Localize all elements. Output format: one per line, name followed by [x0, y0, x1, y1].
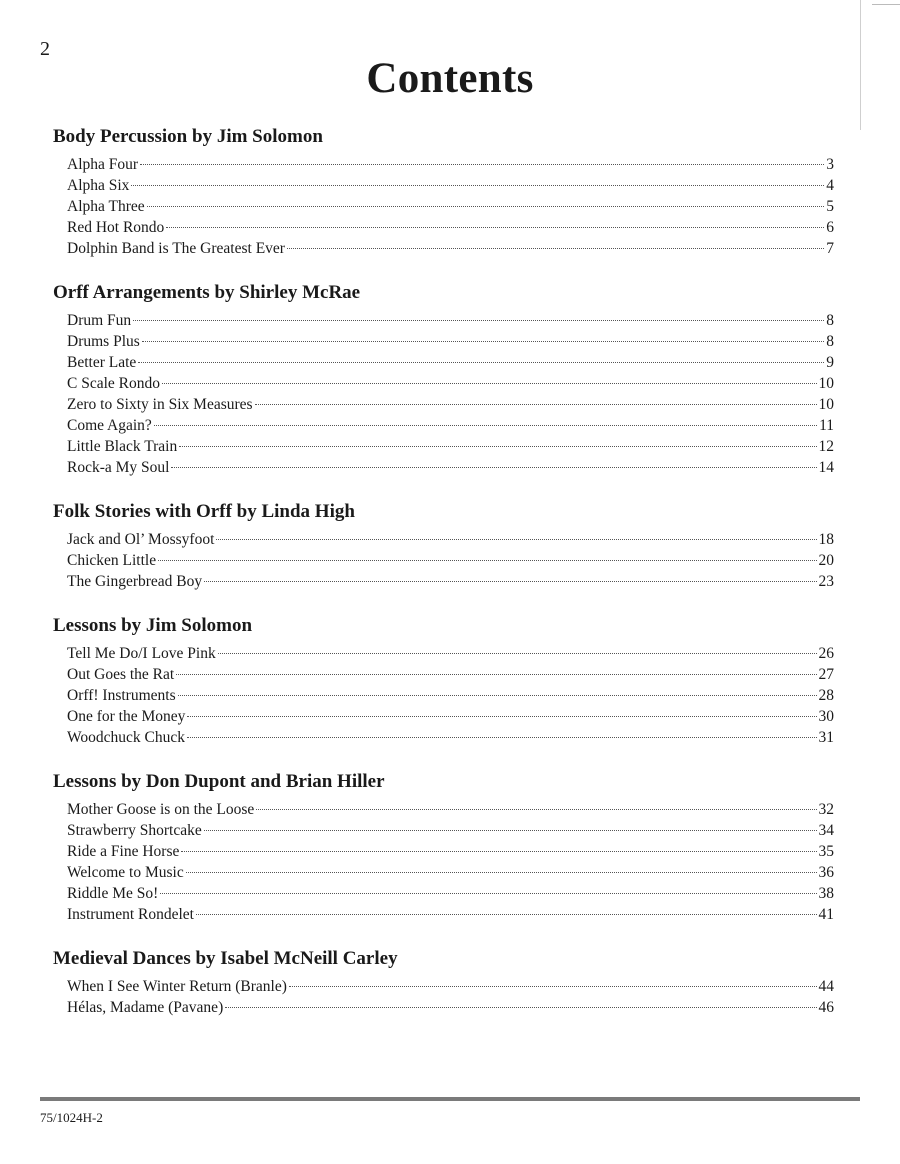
entry-title: C Scale Rondo [67, 375, 160, 392]
toc-entry [67, 643, 834, 664]
toc-entry [67, 196, 834, 217]
entry-page-number: 26 [818, 645, 834, 662]
entry-title: Instrument Rondelet [67, 906, 194, 923]
toc-entry [67, 217, 834, 238]
entry-title: Dolphin Band is The Greatest Ever [67, 240, 285, 257]
entry-page-number: 31 [818, 729, 834, 746]
dot-leader [289, 986, 817, 987]
dot-leader [142, 341, 824, 342]
entry-title: Alpha Six [67, 177, 130, 194]
toc-entry [67, 331, 834, 352]
entry-title: When I See Winter Return (Branle) [67, 978, 287, 995]
catalog-number: 75/1024H-2 [40, 1110, 103, 1125]
dot-leader [171, 467, 816, 468]
dot-leader [218, 653, 817, 654]
dot-leader [179, 446, 816, 447]
toc-entry [67, 685, 834, 706]
toc-section [53, 769, 834, 925]
dot-leader [187, 737, 817, 738]
entry-page-number: 4 [826, 177, 834, 194]
entry-title: One for the Money [67, 708, 186, 725]
entry-page-number: 9 [826, 354, 834, 371]
entry-page-number: 3 [826, 156, 834, 173]
entry-page-number: 18 [818, 531, 834, 548]
toc-entry [67, 457, 834, 478]
dot-leader [176, 674, 816, 675]
entry-page-number: 11 [819, 417, 834, 434]
page-number: 2 [40, 38, 50, 60]
toc-section [53, 613, 834, 748]
toc-entry [67, 352, 834, 373]
entry-title: Better Late [67, 354, 137, 371]
toc-entry [67, 820, 834, 841]
dot-leader [181, 851, 816, 852]
entry-page-number: 20 [818, 552, 834, 569]
toc-entry [67, 529, 834, 550]
dot-leader [287, 248, 824, 249]
section-heading: Medieval Dances by Isabel McNeill Carley [53, 948, 398, 969]
entry-title: Little Black Train [67, 438, 178, 455]
dot-leader [166, 227, 824, 228]
dot-leader [147, 206, 824, 207]
entry-page-number: 41 [818, 906, 834, 923]
toc-entry [67, 415, 834, 436]
entry-page-number: 35 [818, 843, 834, 860]
toc-entry [67, 997, 834, 1018]
dot-leader [178, 695, 817, 696]
dot-leader [140, 164, 824, 165]
entry-page-number: 10 [818, 396, 834, 413]
dot-leader [216, 539, 816, 540]
dot-leader [133, 320, 824, 321]
toc-entry [67, 175, 834, 196]
section-heading: Lessons by Don Dupont and Brian Hiller [53, 771, 385, 792]
toc-entry [67, 799, 834, 820]
entry-title: Drum Fun [67, 312, 132, 329]
entry-page-number: 12 [818, 438, 834, 455]
toc-entry [67, 706, 834, 727]
entry-title: Zero to Sixty in Six Measures [67, 396, 253, 413]
dot-leader [256, 809, 816, 810]
entry-title: Out Goes the Rat [67, 666, 175, 683]
toc-entry [67, 394, 834, 415]
toc-entry [67, 862, 834, 883]
entry-title: Chicken Little [67, 552, 157, 569]
entry-page-number: 14 [818, 459, 834, 476]
entry-title: Hélas, Madame (Pavane) [67, 999, 224, 1016]
entry-title: Jack and Ol’ Mossyfoot [67, 531, 215, 548]
entry-page-number: 30 [818, 708, 834, 725]
dot-leader [162, 383, 817, 384]
dot-leader [131, 185, 824, 186]
toc-section [53, 280, 834, 478]
toc-entry [67, 373, 834, 394]
entry-title: Alpha Four [67, 156, 139, 173]
entry-page-number: 46 [818, 999, 834, 1016]
dot-leader [225, 1007, 816, 1008]
entry-page-number: 23 [818, 573, 834, 590]
dot-leader [160, 893, 816, 894]
toc-entry [67, 904, 834, 925]
section-heading: Orff Arrangements by Shirley McRae [53, 282, 361, 303]
table-of-contents [53, 124, 834, 1039]
toc-entry [67, 664, 834, 685]
entry-title: Red Hot Rondo [67, 219, 165, 236]
dot-leader [138, 362, 824, 363]
footer-rule [40, 1097, 860, 1101]
section-heading: Folk Stories with Orff by Linda High [53, 501, 355, 522]
entry-title: Tell Me Do/I Love Pink [67, 645, 216, 662]
dot-leader [187, 716, 816, 717]
entry-title: Woodchuck Chuck [67, 729, 185, 746]
dot-leader [154, 425, 817, 426]
entry-page-number: 5 [826, 198, 834, 215]
page-title: Contents [366, 55, 534, 102]
entry-page-number: 36 [818, 864, 834, 881]
toc-entry [67, 883, 834, 904]
entry-page-number: 8 [826, 312, 834, 329]
dot-leader [255, 404, 817, 405]
toc-section [53, 946, 834, 1018]
dot-leader [158, 560, 816, 561]
entry-page-number: 6 [826, 219, 834, 236]
toc-entry [67, 727, 834, 748]
dot-leader [204, 830, 817, 831]
entry-title: Orff! Instruments [67, 687, 176, 704]
entry-title: Mother Goose is on the Loose [67, 801, 255, 818]
entry-title: Drums Plus [67, 333, 140, 350]
entry-page-number: 44 [818, 978, 834, 995]
entry-page-number: 28 [818, 687, 834, 704]
toc-entry [67, 436, 834, 457]
entry-title: Come Again? [67, 417, 152, 434]
dot-leader [204, 581, 816, 582]
entry-page-number: 7 [826, 240, 834, 257]
section-heading: Lessons by Jim Solomon [53, 615, 253, 636]
entry-title: The Gingerbread Boy [67, 573, 203, 590]
toc-section [53, 124, 834, 259]
entry-title: Ride a Fine Horse [67, 843, 180, 860]
dot-leader [196, 914, 817, 915]
entry-title: Strawberry Shortcake [67, 822, 202, 839]
section-heading: Body Percussion by Jim Solomon [53, 126, 323, 147]
dot-leader [186, 872, 817, 873]
entry-page-number: 34 [818, 822, 834, 839]
toc-entry [67, 841, 834, 862]
entry-page-number: 27 [818, 666, 834, 683]
toc-section [53, 499, 834, 592]
toc-entry [67, 550, 834, 571]
entry-page-number: 38 [818, 885, 834, 902]
entry-page-number: 32 [818, 801, 834, 818]
entry-page-number: 8 [826, 333, 834, 350]
entry-page-number: 10 [818, 375, 834, 392]
entry-title: Alpha Three [67, 198, 145, 215]
toc-entry [67, 976, 834, 997]
toc-entry [67, 154, 834, 175]
toc-entry [67, 310, 834, 331]
toc-entry [67, 571, 834, 592]
entry-title: Riddle Me So! [67, 885, 159, 902]
entry-title: Rock-a My Soul [67, 459, 170, 476]
toc-entry [67, 238, 834, 259]
entry-title: Welcome to Music [67, 864, 184, 881]
corner-line [872, 4, 900, 5]
